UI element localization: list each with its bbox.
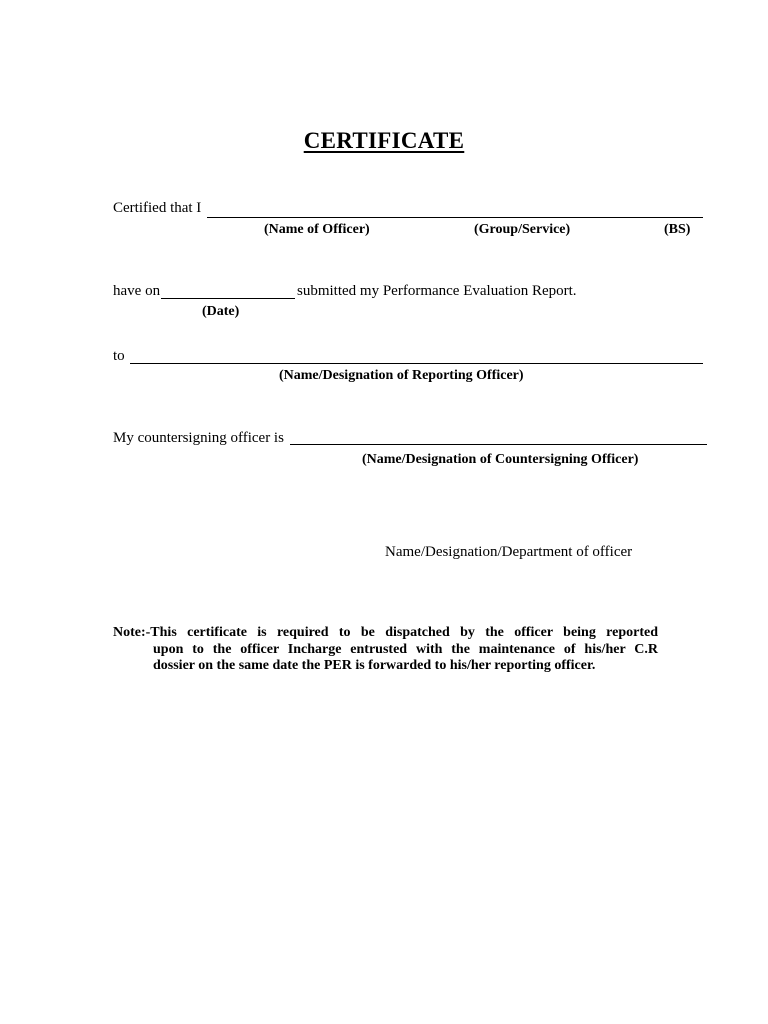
- countersigning-officer-label: My countersigning officer is: [113, 430, 284, 446]
- date-caption: (Date): [202, 304, 240, 319]
- countersigning-officer-blank-line: [290, 444, 707, 445]
- note-paragraph: [113, 625, 658, 675]
- note-line-3: dossier on the same date the PER is forwarded to his/her reporting officer.: [153, 658, 596, 673]
- page-title: CERTIFICATE: [303, 128, 465, 153]
- note-line-1: Note:-This certificate is required to be dispatched by the officer being reported: [113, 625, 658, 640]
- date-blank-line: [161, 298, 295, 299]
- signature-label: Name/Designation/Department of officer: [385, 544, 633, 560]
- bs-caption: (BS): [664, 222, 691, 237]
- reporting-officer-blank-line: [130, 363, 703, 364]
- group-service-caption: (Group/Service): [474, 222, 571, 237]
- to-label: to: [113, 348, 125, 364]
- name-of-officer-caption: (Name of Officer): [264, 222, 370, 237]
- have-on-label: have on: [113, 283, 161, 299]
- certified-that-label: Certified that I: [113, 200, 202, 216]
- submitted-text: submitted my Performance Evaluation Report.: [297, 283, 577, 299]
- note-line-2: upon to the officer Incharge entrusted with the maintenance of his/her C.R: [153, 641, 658, 657]
- countersigning-officer-caption: (Name/Designation of Countersigning Officer): [362, 452, 639, 467]
- officer-details-blank-line: [207, 217, 703, 218]
- reporting-officer-caption: (Name/Designation of Reporting Officer): [279, 368, 524, 383]
